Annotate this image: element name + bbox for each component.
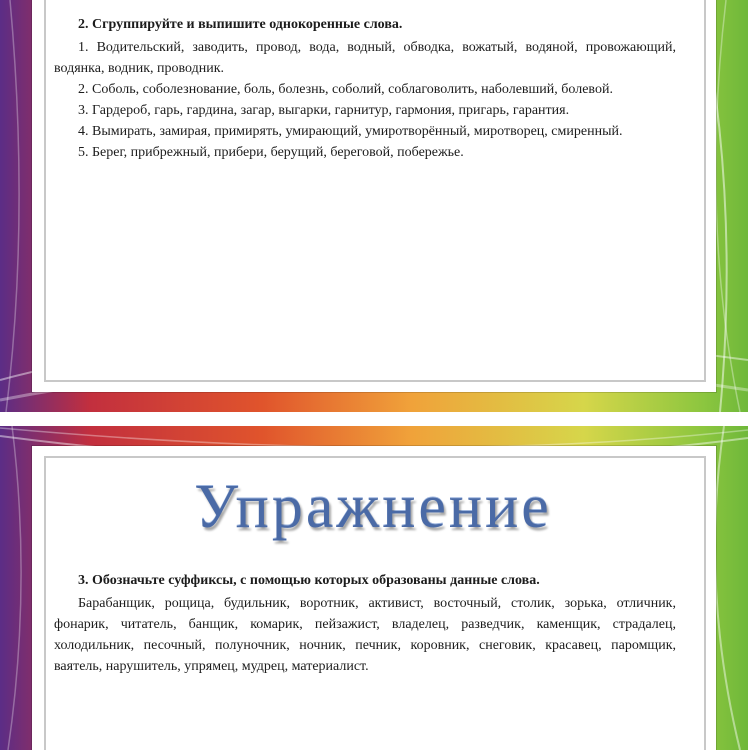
word-group-4: 4. Вымирать, замирая, примирять, умирающий, умиротворённый, миротворец, смиренный. [78, 124, 623, 139]
word-group-2: 2. Соболь, соболезнование, боль, болезнь, соболий, соблаговолить, наболевший, болевой. [78, 82, 613, 97]
word-group-3: 3. Гардероб, гарь, гардина, загар, выгарки, гарнитур, гармония, пригарь, гарантия. [78, 103, 570, 118]
slide-exercise-3 [0, 426, 748, 750]
exercise-3-word-list: Барабанщик, рощица, будильник, воротник, активист, восточный, столик, зорька, отличник, фонарик, читатель, банщик, комарик, пейзажист, владелец, разведчик, каменщик, страдалец, холодильник, песочный, полуночник, ночник, печник, коровник, снеговик, красавец, паромщик, ваятель, нарушитель, упрямец, мудрец, материалист. [54, 596, 676, 674]
exercise-3-text [54, 570, 676, 677]
slide-separator [0, 412, 748, 426]
exercise-2-heading: 2. Сгруппируйте и выпишите однокоренные слова. [78, 17, 403, 32]
word-group-5: 5. Берег, прибрежный, прибери, берущий, береговой, побережье. [78, 145, 464, 160]
exercise-2-text [54, 14, 676, 163]
word-group-1: 1. Водительский, заводить, провод, вода, водный, обводка, вожатый, водяной, провожающий, водянка, водник, проводник. [54, 40, 676, 76]
slide-title: Упражнение [194, 473, 552, 541]
exercise-3-heading: 3. Обозначьте суффиксы, с помощью которых образованы данные слова. [78, 573, 540, 588]
